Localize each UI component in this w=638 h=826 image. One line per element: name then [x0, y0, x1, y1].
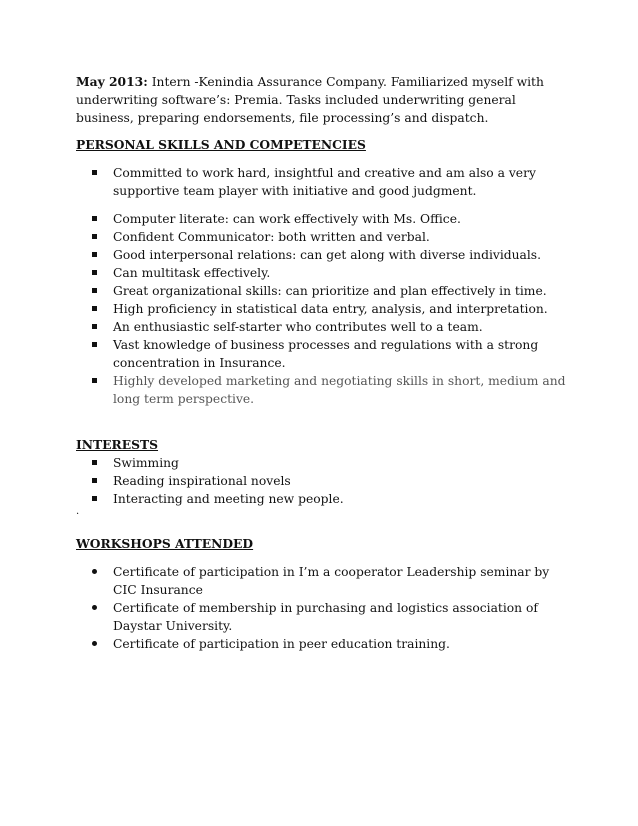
- list-item: [92, 246, 572, 264]
- list-item-text: Reading inspirational novels: [113, 474, 291, 488]
- square-bullet-icon: [92, 378, 97, 383]
- square-bullet-icon: [92, 234, 97, 239]
- list-item-text: Certificate of participation in I’m a cooperator Leadership seminar by CIC Insurance: [113, 565, 550, 597]
- square-bullet-icon: [92, 324, 97, 329]
- list-item-text: Great organizational skills: can prioritize and plan effectively in time.: [113, 284, 547, 298]
- list-item: [92, 164, 572, 200]
- list-item-text: Can multitask effectively.: [113, 266, 271, 280]
- internship-date: May 2013:: [76, 74, 148, 89]
- list-item: [92, 472, 572, 490]
- list-item: [92, 454, 572, 472]
- internship-paragraph: [76, 73, 566, 127]
- list-item-text: Interacting and meeting new people.: [113, 492, 344, 506]
- skills-list: [92, 164, 572, 408]
- list-item-text: High proficiency in statistical data entry, analysis, and interpretation.: [113, 302, 548, 316]
- square-bullet-icon: [92, 478, 97, 483]
- square-bullet-icon: [92, 342, 97, 347]
- list-item: [92, 264, 572, 282]
- list-item-text: Good interpersonal relations: can get along with diverse individuals.: [113, 248, 542, 262]
- list-item: [92, 635, 572, 653]
- list-item-text: Swimming: [113, 456, 179, 470]
- list-item: [92, 599, 572, 635]
- list-item: [92, 282, 572, 300]
- interests-list: [92, 454, 572, 508]
- square-bullet-icon: [92, 252, 97, 257]
- square-bullet-icon: [92, 270, 97, 275]
- square-bullet-icon: [92, 306, 97, 311]
- list-item: [92, 336, 572, 372]
- round-bullet-icon: [92, 605, 97, 610]
- list-item-text: Highly developed marketing and negotiating skills in short, medium and long term perspective.: [113, 374, 566, 406]
- list-item: [92, 490, 572, 508]
- round-bullet-icon: [92, 641, 97, 646]
- list-item-text: An enthusiastic self-starter who contributes well to a team.: [113, 320, 483, 334]
- workshops-list: [92, 563, 572, 653]
- list-item-text: Committed to work hard, insightful and creative and am also a very supportive team player with initiative and good judgment.: [113, 166, 536, 198]
- square-bullet-icon: [92, 288, 97, 293]
- stray-mark: .: [76, 506, 80, 517]
- round-bullet-icon: [92, 569, 97, 574]
- list-item: [92, 372, 572, 408]
- interests-heading: INTERESTS: [76, 437, 159, 452]
- list-item: [92, 300, 572, 318]
- square-bullet-icon: [92, 460, 97, 465]
- skills-heading: PERSONAL SKILLS AND COMPETENCIES: [76, 137, 366, 152]
- square-bullet-icon: [92, 496, 97, 501]
- square-bullet-icon: [92, 216, 97, 221]
- list-item: [92, 563, 572, 599]
- list-item: [92, 318, 572, 336]
- list-item-text: Certificate of membership in purchasing and logistics association of Daystar University.: [113, 601, 538, 633]
- internship-description: Intern -Kenindia Assurance Company. Familiarized myself with underwriting software’s: Premia. Tasks included underwriting general business, preparing endorsements, file processing’s and dispatch.: [76, 75, 544, 125]
- list-item-text: Confident Communicator: both written and verbal.: [113, 230, 430, 244]
- list-item: [92, 228, 572, 246]
- square-bullet-icon: [92, 170, 97, 175]
- list-item-text: Vast knowledge of business processes and regulations with a strong concentration in Insurance.: [113, 338, 539, 370]
- workshops-heading: WORKSHOPS ATTENDED: [76, 536, 254, 551]
- list-item-text: Certificate of participation in peer education training.: [113, 637, 450, 651]
- list-item: [92, 210, 572, 228]
- list-item-text: Computer literate: can work effectively with Ms. Office.: [113, 212, 461, 226]
